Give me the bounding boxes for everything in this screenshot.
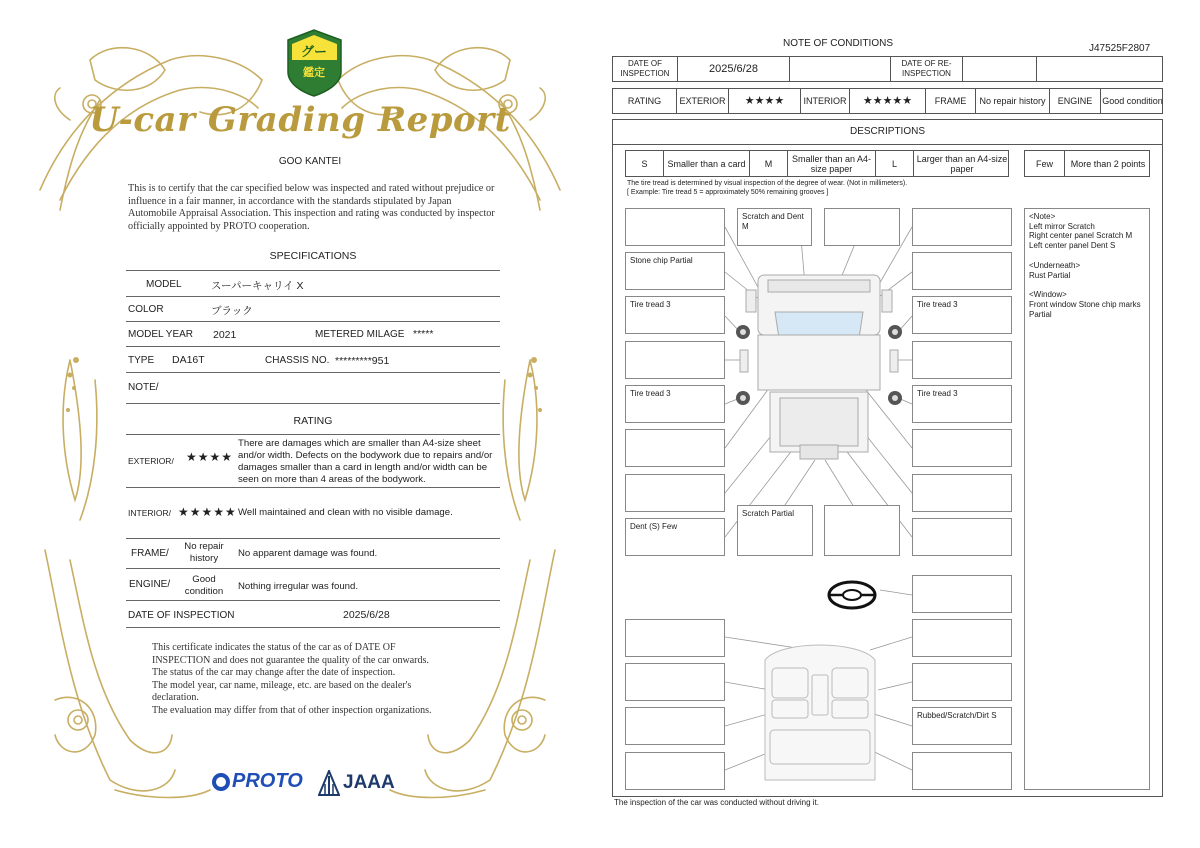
interior-label: INTERIOR [801, 89, 850, 113]
note-line: <Window> [1029, 290, 1067, 300]
damage-note-box: Tire tread 3 [912, 385, 1012, 423]
damage-note-box [824, 208, 900, 246]
disclaimer-line: The model year, car name, mileage, etc. are based on the dealer's [152, 679, 412, 691]
interior-description: Well maintained and clean with no visible damage. [238, 507, 453, 518]
certification-text: This is to certify that the car specified below was inspected and rated without prejudice or influence in a fair manner, in accordance with the standards stipulated by Japan Automobile Appraisal Association. This inspection and rating was conducted by inspector officially appointed by PROTO cooperation. [128, 183, 495, 232]
svg-text:グー: グー [300, 45, 328, 60]
damage-note-box [912, 518, 1012, 556]
legend-desc: Larger than an A4-size paper [916, 153, 1008, 174]
exterior-label: EXTERIOR/ [128, 456, 174, 466]
inspection-footer: The inspection of the car was conducted without driving it. [614, 798, 819, 807]
damage-note-box [625, 429, 725, 467]
legend-desc: More than 2 points [1070, 158, 1146, 169]
rating-heading: RATING [293, 415, 333, 427]
metered-mileage-label: METERED MILAGE [315, 329, 405, 340]
divider [126, 403, 500, 404]
jaaa-logo-icon [318, 770, 340, 796]
disclaimer-line: The evaluation may differ from that of other inspection organizations. [152, 704, 432, 716]
damage-note-box: Tire tread 3 [625, 385, 725, 423]
note-line: Right center panel Scratch M [1029, 231, 1133, 241]
damage-note-box: Tire tread 3 [625, 296, 725, 334]
divider [126, 487, 500, 488]
jaaa-logo-text: JAAA [343, 772, 395, 793]
date-of-inspection-label: DATE OF INSPECTION [128, 610, 235, 621]
damage-note-box [912, 663, 1012, 701]
damage-note-box: Scratch and Dent M [737, 208, 812, 246]
chassis-label: CHASSIS NO. [265, 355, 330, 366]
damage-note-box [912, 575, 1012, 613]
note-of-conditions [600, 0, 1200, 848]
note-label: NOTE/ [128, 382, 159, 393]
engine-description: Nothing irregular was found. [238, 581, 358, 592]
divider [126, 296, 500, 297]
metered-mileage-value: ***** [413, 328, 434, 340]
interior-label: INTERIOR/ [128, 508, 171, 518]
frame-value: No repair history [184, 541, 224, 564]
damage-note-box: Scratch Partial [737, 505, 813, 556]
damage-note-box [912, 208, 1012, 246]
date-of-inspection-value: 2025/6/28 [343, 609, 390, 621]
legend-key: M [750, 151, 788, 176]
damage-note-box [912, 752, 1012, 790]
frame-label: FRAME [926, 89, 976, 113]
note-line [1029, 280, 1145, 290]
note-line: <Note> [1029, 212, 1056, 221]
goo-kantei-badge [288, 30, 341, 96]
legend-key: L [876, 151, 914, 176]
damage-note-box [912, 252, 1012, 290]
type-value: DA16T [172, 354, 205, 366]
exterior-stars: ★★★★ [729, 89, 801, 113]
note-line: Left center panel Dent S [1029, 241, 1116, 251]
report-title: U-car Grading Report [89, 100, 511, 140]
engine-label: ENGINE/ [129, 579, 171, 590]
steering-wheel-icon [829, 582, 875, 608]
divider [126, 434, 500, 435]
damage-note-box [824, 505, 900, 556]
interior-stars: ★★★★★ [850, 89, 926, 113]
proto-logo [212, 770, 303, 793]
engine-value: Good condition [184, 574, 224, 597]
interior-stars: ★★★★★ [178, 505, 237, 519]
note-line: Partial [1029, 309, 1052, 319]
damage-note-box [912, 429, 1012, 467]
divider [126, 538, 500, 539]
disclaimer-line: The status of the car may change after the date of inspection. [152, 667, 396, 679]
tire-tread-note: The tire tread is determined by visual inspection of the degree of wear. (Not in millimeters). [627, 180, 908, 187]
model-label: MODEL [146, 279, 182, 290]
damage-note-box [912, 341, 1012, 379]
rating-label: RATING [613, 89, 677, 113]
color-value: ブラック [211, 305, 253, 317]
damage-note-box: Tire tread 3 [912, 296, 1012, 334]
jaaa-logo [318, 770, 395, 796]
date-of-inspection-label: DATE OF INSPECTION [613, 57, 678, 81]
note-line: <Underneath> [1029, 260, 1081, 270]
note-line [1029, 251, 1145, 261]
divider [126, 321, 500, 322]
divider [126, 346, 500, 347]
damage-note-box [625, 208, 725, 246]
reference-number: J47525F2807 [1089, 43, 1151, 54]
damage-note-box [625, 707, 725, 745]
damage-note-box: Stone chip Partial [625, 252, 725, 290]
exterior-description: There are damages which are smaller than A4-size sheet and/or width. Defects on the bodywork due to repairs and/or damages smaller than a card in length and/or width can be seen on more than 4 areas of the bodywork. [238, 438, 493, 485]
divider [126, 372, 500, 373]
damage-note-box [625, 619, 725, 657]
model-year-value: 2021 [213, 329, 237, 341]
damage-note-box: Rubbed/Scratch/Dirt S [912, 707, 1012, 745]
damage-note-box [625, 474, 725, 512]
divider [126, 600, 500, 601]
damage-note-box [912, 474, 1012, 512]
legend-key: S [626, 151, 664, 176]
divider [126, 568, 500, 569]
disclaimer-line: declaration. [152, 692, 199, 704]
damage-note-box [625, 341, 725, 379]
legend-key: Few [1025, 151, 1065, 176]
proto-logo-text: PROTO [232, 770, 303, 792]
tire-tread-example: [ Example: Tire tread 5 = approximately 50% remaining grooves ] [627, 189, 829, 196]
frame-value: No repair history [976, 89, 1050, 113]
descriptions-heading: DESCRIPTIONS [612, 119, 1163, 145]
damage-note-box [625, 752, 725, 790]
type-label: TYPE [128, 355, 155, 366]
model-value: スーパーキャリイ X [211, 280, 304, 292]
engine-label: ENGINE [1050, 89, 1101, 113]
damage-note-box [625, 663, 725, 701]
damage-note-box: Dent (S) Few [625, 518, 725, 556]
legend-desc: Smaller than an A4-size paper [788, 151, 876, 176]
note-title: NOTE OF CONDITIONS [783, 38, 893, 49]
chassis-value: *********951 [335, 355, 390, 367]
condition-notes-panel [1024, 208, 1150, 790]
certificate-disclaimer [152, 642, 502, 718]
divider [126, 270, 500, 271]
engine-value: Good condition [1102, 96, 1163, 106]
legend-desc: Smaller than a card [664, 151, 750, 176]
re-inspection-label: DATE OF RE-INSPECTION [891, 57, 963, 81]
note-line: Rust Partial [1029, 270, 1071, 280]
frame-label: FRAME/ [131, 548, 169, 559]
proto-logo-icon [212, 773, 230, 791]
model-year-label: MODEL YEAR [128, 329, 194, 340]
disclaimer-line: INSPECTION and does not guarantee the quality of the car onwards. [152, 654, 429, 666]
date-of-inspection-value: 2025/6/28 [678, 57, 790, 81]
note-line: Front window Stone chip marks [1029, 299, 1141, 309]
svg-text:鑑定: 鑑定 [303, 66, 325, 79]
specifications-heading: SPECIFICATIONS [269, 250, 357, 262]
damage-note-box [912, 619, 1012, 657]
divider [126, 627, 500, 628]
exterior-stars: ★★★★ [186, 450, 234, 464]
disclaimer-line: This certificate indicates the status of the car as of DATE OF [152, 642, 396, 653]
note-line: Left mirror Scratch [1029, 221, 1095, 231]
exterior-label: EXTERIOR [677, 89, 729, 113]
report-subtitle: GOO KANTEI [278, 156, 342, 167]
frame-description: No apparent damage was found. [238, 548, 378, 559]
color-label: COLOR [128, 304, 164, 315]
